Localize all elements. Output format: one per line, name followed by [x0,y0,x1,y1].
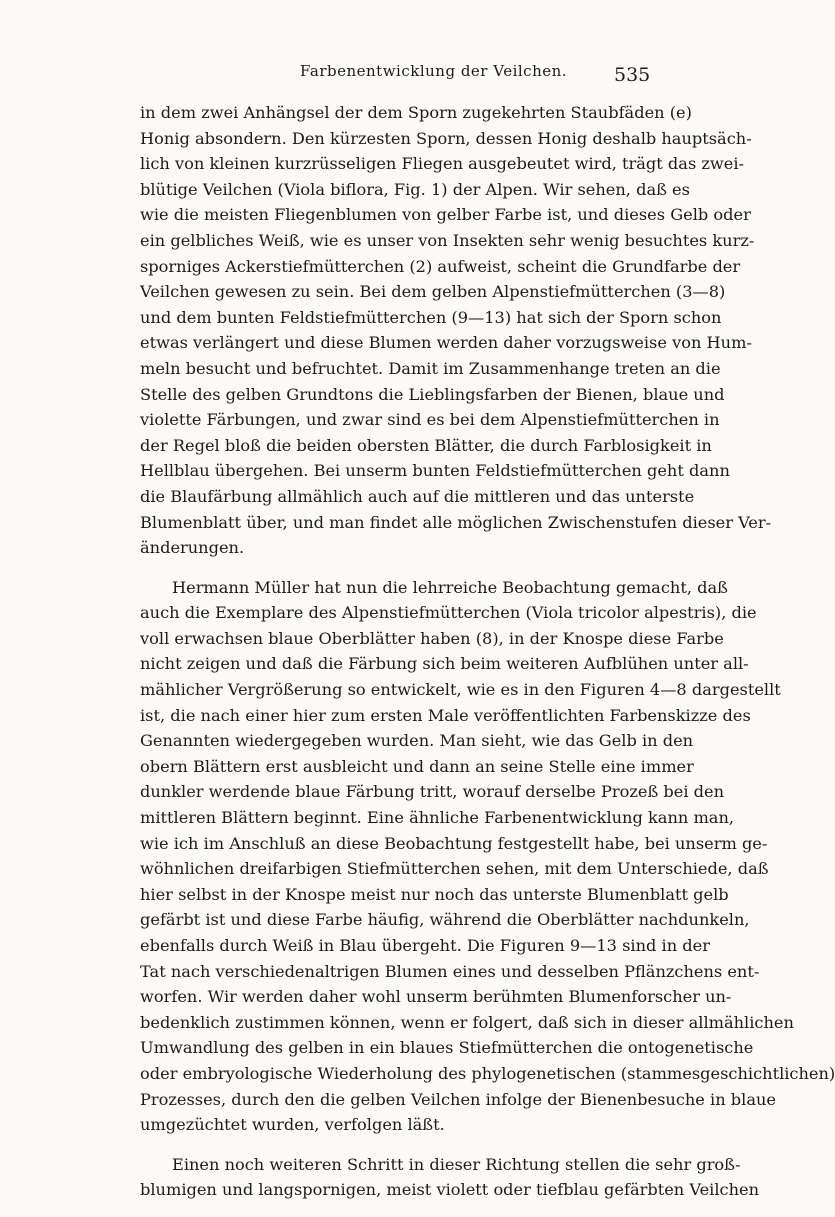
text-line: violette Färbungen, und zwar sind es bei dem Alpenstiefmütterchen in [140,410,720,430]
text-line: nicht zeigen und daß die Färbung sich beim weiteren Aufblühen unter all- [140,654,749,674]
text-line: worfen. Wir werden daher wohl unserm berühmten Blumenforscher un- [140,987,732,1007]
page-number: 535 [614,64,651,86]
text-line: Einen noch weiteren Schritt in dieser Richtung stellen die sehr groß- [172,1154,741,1174]
text-line: blütige Veilchen (Viola biflora, Fig. 1) der Alpen. Wir sehen, daß es [140,179,690,199]
text-line: mählicher Vergrößerung so entwickelt, wie es in den Figuren 4—8 dargestellt [140,680,781,700]
text-line: wie ich im Anschluß an diese Beobachtung festgestellt habe, bei unserm ge- [140,833,768,853]
text-line: Veilchen gewesen zu sein. Bei dem gelben Alpenstiefmütterchen (3—8) [140,282,726,302]
text-line: lich von kleinen kurzrüsseligen Fliegen ausgebeutet wird, trägt das zwei- [140,154,745,174]
text-line: Tat nach verschiedenaltrigen Blumen eines und desselben Pflänzchens ent- [140,961,760,981]
text-line: Hellblau übergehen. Bei unserm bunten Feldstiefmütterchen geht dann [140,461,730,481]
text-line: meln besucht und befruchtet. Damit im Zusammenhange treten an die [140,358,721,378]
text-line: die Blaufärbung allmählich auch auf die mittleren und das unterste [140,486,695,506]
text-line: obern Blättern erst ausbleicht und dann an seine Stelle eine immer [140,756,694,776]
text-line: umgezüchtet wurden, verfolgen läßt. [140,1115,445,1135]
text-line: auch die Exemplare des Alpenstiefmütterchen (Viola tricolor alpestris), die [140,603,757,623]
text-line: bedenklich zustimmen können, wenn er folgert, daß sich in dieser allmählichen [140,1012,794,1032]
text-line: Umwandlung des gelben in ein blaues Stiefmütterchen die ontogenetische [140,1038,754,1058]
text-line: ebenfalls durch Weiß in Blau übergeht. Die Figuren 9—13 sind in der [140,936,710,955]
text-line: ein gelbliches Weiß, wie es unser von Insekten sehr wenig besuchtes kurz- [140,230,755,250]
text-line: Hermann Müller hat nun die lehrreiche Beobachtung gemacht, daß [172,577,728,597]
text-line: hier selbst in der Knospe meist nur noch das unterste Blumenblatt gelb [140,884,729,904]
text-line: Prozesses, durch den die gelben Veilchen infolge der Bienenbesuche in blaue [140,1089,776,1109]
text-line: wöhnlichen dreifarbigen Stiefmütterchen sehen, mit dem Unterschiede, daß [140,859,769,879]
text-line: blumigen und langspornigen, meist violett oder tiefblau gefärbten Veilchen [140,1180,759,1200]
running-title: Farbenentwicklung der Veilchen. [300,62,568,80]
text-line: Blumenblatt über, und man findet alle möglichen Zwischenstufen dieser Ver- [140,512,772,532]
paragraph [140,1152,759,1203]
text-line: sporniges Ackerstiefmütterchen (2) aufweist, scheint die Grundfarbe der [140,256,741,276]
paragraph [140,575,835,1138]
text-line: gefärbt ist und diese Farbe häufig, während die Oberblätter nachdunkeln, [140,910,750,930]
text-line: Honig absondern. Den kürzesten Sporn, dessen Honig deshalb hauptsäch- [140,128,752,148]
text-line: Stelle des gelben Grundtons die Lieblingsfarben der Bienen, blaue und [140,384,725,404]
text-line: Genannten wiedergegeben wurden. Man sieht, wie das Gelb in den [140,731,694,751]
text-line: dunkler werdende blaue Färbung tritt, worauf derselbe Prozeß bei den [140,782,725,802]
text-line: änderungen. [140,538,245,558]
text-line: etwas verlängert und diese Blumen werden daher vorzugsweise von Hum- [140,333,752,353]
text-line: und dem bunten Feldstiefmütterchen (9—13) hat sich der Sporn schon [140,307,722,327]
paragraph [140,100,772,561]
text-line: mittleren Blättern beginnt. Eine ähnliche Farbenentwicklung kann man, [140,808,735,828]
body-text [140,100,835,1217]
running-head [0,62,800,86]
text-line: voll erwachsen blaue Oberblätter haben (8), in der Knospe diese Farbe [140,628,724,648]
text-line: der Regel bloß die beiden obersten Blätter, die durch Farblosigkeit in [140,435,712,455]
text-line: oder embryologische Wiederholung des phylogenetischen (stammesgeschichtlichen) [140,1063,835,1083]
text-line: ist, die nach einer hier zum ersten Male veröffentlichten Farbenskizze des [140,705,751,725]
text-line: in dem zwei Anhängsel der dem Sporn zugekehrten Staubfäden (e) [140,103,692,122]
text-line: wie die meisten Fliegenblumen von gelber Farbe ist, und dieses Gelb oder [140,205,751,225]
